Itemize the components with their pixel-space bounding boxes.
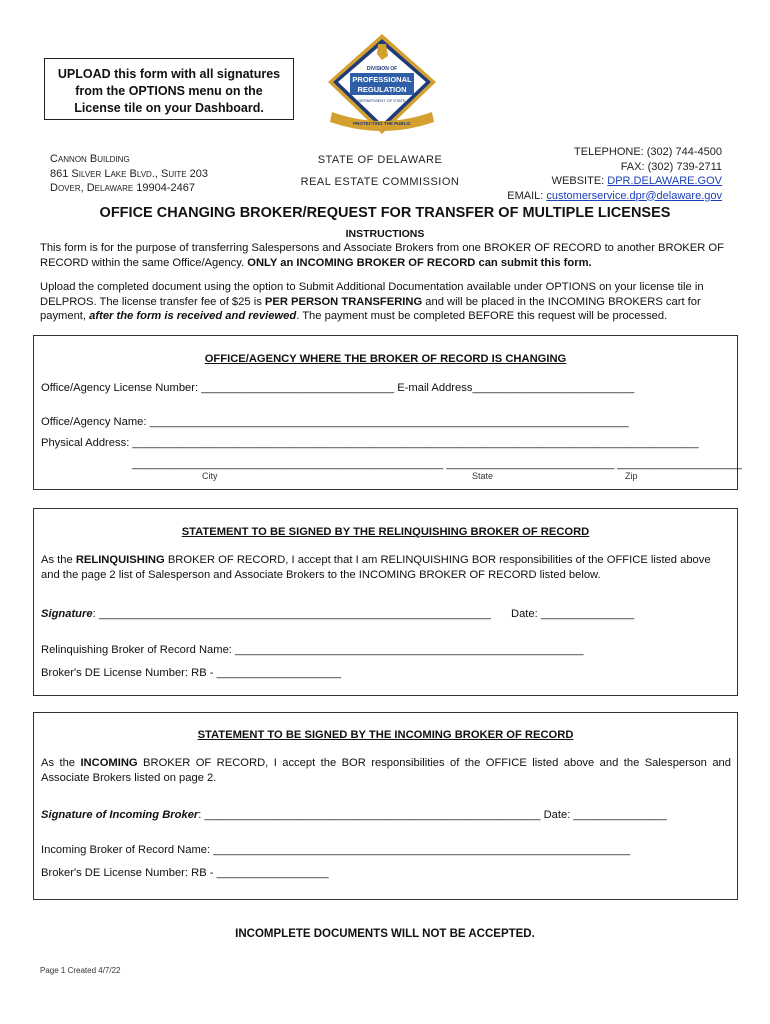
telephone: TELEPHONE: (302) 744-4500 [574, 146, 722, 158]
relinquishing-date-field[interactable]: Date: _______________ [511, 608, 635, 620]
upload-notice-line2: from the OPTIONS menu on the [75, 84, 263, 98]
svg-text:PROTECTING THE PUBLIC: PROTECTING THE PUBLIC [353, 121, 411, 126]
incoming-license-number-field[interactable]: Broker's DE License Number: RB - __________________ [41, 867, 329, 879]
website-link[interactable]: DPR.DELAWARE.GOV [607, 175, 722, 187]
incoming-signature-field[interactable]: Signature of Incoming Broker: ______________________________________________________ Date: _______________ [41, 809, 667, 821]
zip-label: Zip [625, 471, 638, 481]
division-seal-logo [322, 30, 442, 142]
office-license-number-field[interactable]: Office/Agency License Number: _______________________________ E-mail Address__________________________ [41, 382, 635, 394]
upload-notice-line3: License tile on your Dashboard. [74, 101, 264, 115]
svg-text:DEPARTMENT OF STATE: DEPARTMENT OF STATE [358, 98, 406, 103]
address-line1: Cannon Building [50, 153, 130, 165]
svg-text:PROFESSIONAL: PROFESSIONAL [352, 75, 412, 84]
incoming-statement: As the INCOMING BROKER OF RECORD, I accept the BOR responsibilities of the OFFICE listed above and the Salesperson and Associate Brokers listed on page 2. [41, 757, 731, 784]
incoming-broker-section [33, 712, 738, 900]
incoming-broker-name-field[interactable]: Incoming Broker of Record Name: ___________________________________________________________________ [41, 844, 631, 856]
relinquishing-section-title: STATEMENT TO BE SIGNED BY THE RELINQUISHING BROKER OF RECORD [181, 526, 590, 538]
upload-notice-line1: UPLOAD this form with all signatures [57, 67, 281, 81]
office-agency-section [33, 335, 742, 490]
address-line3: Dover, Delaware 19904-2467 [50, 182, 195, 194]
instructions-heading: INSTRUCTIONS [345, 228, 425, 240]
form-title: OFFICE CHANGING BROKER/REQUEST FOR TRANSFER OF MULTIPLE LICENSES [99, 205, 671, 221]
website-row: WEBSITE: DPR.DELAWARE.GOV [551, 175, 722, 187]
incoming-section-title: STATEMENT TO BE SIGNED BY THE INCOMING BROKER OF RECORD [197, 729, 574, 741]
office-section-title: OFFICE/AGENCY WHERE THE BROKER OF RECORD IS CHANGING [204, 353, 567, 365]
svg-text:DIVISION OF: DIVISION OF [366, 66, 398, 72]
instructions-paragraph-1: This form is for the purpose of transferring Salespersons and Associate Brokers from one BROKER OF RECORD to another BROKER OF RECORD within the same Office/Agency. ONLY an INCOMING BROKER OF RECORD can submit this form. [40, 242, 724, 269]
city-state-zip-field[interactable]: __________________________________________________ ___________________________ ____________________ [132, 458, 742, 470]
fax: FAX: (302) 739-2711 [620, 160, 722, 173]
relinquishing-license-number-field[interactable]: Broker's DE License Number: RB - ____________________ [41, 667, 342, 679]
email-link[interactable]: customerservice.dpr@delaware.gov [546, 189, 722, 202]
relinquishing-broker-name-field[interactable]: Relinquishing Broker of Record Name: ________________________________________________________ [41, 644, 584, 656]
svg-text:REGULATION: REGULATION [357, 85, 407, 94]
relinquishing-statement: As the RELINQUISHING BROKER OF RECORD, I accept that I am RELINQUISHING BOR responsibilities of the OFFICE listed above and the page 2 list of Salesperson and Associate Brokers to the INCOMING BROKER OF RECORD listed below. [41, 554, 711, 581]
relinquishing-signature-field[interactable]: Signature: _______________________________________________________________ [41, 608, 491, 620]
email-row: EMAIL: customerservice.dpr@delaware.gov [507, 189, 722, 202]
state-heading: STATE OF DELAWARE [317, 154, 443, 166]
commission-heading: REAL ESTATE COMMISSION [300, 176, 460, 188]
address-line2: 861 Silver Lake Blvd., Suite 203 [50, 167, 208, 180]
instructions-paragraph-2: Upload the completed document using the option to Submit Additional Documentation available under OPTIONS on your license tile in DELPROS. The license transfer fee of $25 is PER PERSON TRANSFERING and will be placed in the INCOMING BROKERS cart for payment, after the form is received and reviewed. The payment must be completed BEFORE this request will be processed. [40, 281, 704, 322]
incomplete-warning: INCOMPLETE DOCUMENTS WILL NOT BE ACCEPTED. [235, 928, 535, 940]
relinquishing-broker-section [33, 508, 738, 696]
page-footer: Page 1 Created 4/7/22 [40, 966, 121, 975]
upload-notice [44, 58, 294, 120]
physical-address-field[interactable]: Physical Address: ___________________________________________________________________________________________ [41, 437, 699, 449]
city-label: City [202, 471, 218, 481]
office-address [50, 152, 208, 196]
office-name-field[interactable]: Office/Agency Name: _____________________________________________________________________________ [41, 416, 629, 428]
contact-block [507, 145, 722, 203]
state-label: State [472, 471, 494, 481]
